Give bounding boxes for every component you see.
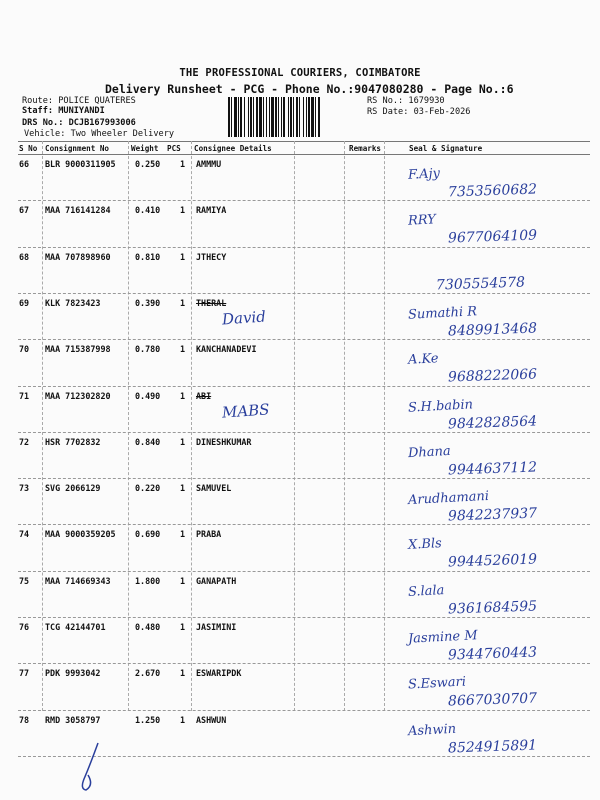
row-separator: [18, 478, 590, 479]
row-pcs: 1: [180, 436, 186, 447]
row-consignee: DINESHKUMAR: [196, 436, 252, 447]
row-consignee: JTHECY: [196, 251, 227, 262]
barcode-bar: [288, 97, 289, 137]
signature-name: S.H.babin: [407, 396, 474, 416]
row-pcs: 1: [180, 714, 186, 725]
row-separator: [18, 524, 590, 525]
header-top-rule: [18, 141, 590, 142]
col-pcs: PCS: [167, 144, 181, 153]
row-consignee: PRABA: [196, 529, 222, 540]
row-sno: 66: [19, 159, 30, 169]
col-weight: Weight: [131, 144, 159, 153]
signature-phone: 9944637112: [447, 459, 538, 479]
barcode-bar: [259, 97, 262, 137]
signature-phone: 7353560682: [447, 181, 538, 201]
barcode-bar: [248, 97, 249, 137]
barcode-bar: [311, 97, 314, 137]
pen-mark: [60, 735, 120, 795]
barcode-bar: [228, 97, 230, 137]
row-separator: [18, 386, 590, 387]
barcode-bar: [278, 97, 279, 137]
barcode-bar: [231, 97, 232, 137]
row-consignee: RAMIYA: [196, 205, 227, 216]
row-sno: 74: [19, 529, 30, 540]
staff-label: Staff: MUNIYANDI: [22, 106, 105, 116]
rs-date: RS Date: 03-Feb-2026: [367, 107, 471, 117]
barcode-bar: [244, 97, 245, 137]
row-consignee: THERAL: [196, 297, 227, 308]
row-weight: 0.810: [135, 251, 161, 262]
row-sno: 78: [19, 714, 30, 725]
barcode-bar: [293, 97, 294, 137]
row-consignee: GANAPATH: [196, 575, 237, 586]
row-consignee: ESWARIPDK: [196, 668, 242, 679]
barcode-bar: [240, 97, 242, 137]
row-sno: 67: [19, 205, 30, 216]
row-consignment: PDK 9993042: [45, 668, 101, 679]
row-sno: 77: [19, 668, 30, 679]
row-separator: [18, 663, 590, 664]
divider: [128, 141, 129, 711]
row-weight: 1.800: [135, 575, 161, 586]
barcode-bar: [283, 97, 285, 137]
signature-name: A.Ke: [407, 351, 439, 368]
runsheet-subtitle: Delivery Runsheet - PCG - Phone No.:9047080280 - Page No.:6: [105, 82, 514, 96]
signature-phone: 9842828564: [447, 412, 538, 433]
row-consignment: MAA 714669343: [45, 575, 111, 586]
barcode-bar: [271, 97, 274, 137]
col-sno: S No: [19, 144, 38, 153]
row-weight: 0.250: [135, 159, 161, 169]
barcode-bar: [256, 97, 258, 137]
row-pcs: 1: [180, 622, 186, 632]
barcode-bar: [253, 97, 254, 137]
barcode-bar: [234, 97, 237, 137]
divider: [384, 141, 385, 711]
signature-name: X.Bls: [407, 536, 443, 554]
row-weight: 1.250: [135, 714, 161, 725]
handwritten-name: MABS: [221, 399, 271, 422]
signature-phone: 9361684595: [447, 598, 538, 618]
barcode-bar: [263, 97, 264, 137]
barcode-bar: [315, 97, 316, 137]
row-weight: 0.480: [135, 622, 161, 632]
col-signature: Seal & Signature: [409, 144, 483, 153]
signature-phone: 9944526019: [447, 551, 538, 571]
row-pcs: 1: [180, 297, 186, 308]
handwritten-name: David: [221, 307, 267, 329]
barcode-bar: [266, 97, 267, 137]
row-pcs: 1: [180, 390, 186, 401]
row-consignment: MAA 716141284: [45, 205, 111, 216]
row-separator: [18, 339, 590, 340]
row-consignee: AMMMU: [196, 159, 222, 169]
barcode-bar: [238, 97, 239, 137]
row-consignment: BLR 9000311905: [45, 159, 116, 169]
vehicle-label: Vehicle: Two Wheeler Delivery: [24, 129, 175, 139]
divider: [344, 141, 345, 711]
signature-phone: 8489913468: [447, 320, 538, 340]
signature-phone: 9677064109: [447, 227, 538, 247]
row-pcs: 1: [180, 205, 186, 216]
signature-phone: 7305554578: [435, 274, 526, 294]
row-consignee: KANCHANADEVI: [196, 344, 257, 355]
row-consignment: MAA 715387998: [45, 344, 111, 355]
divider: [191, 141, 192, 711]
signature-name: S.lala: [407, 582, 445, 600]
row-sno: 68: [19, 251, 30, 262]
row-weight: 0.390: [135, 297, 161, 308]
row-pcs: 1: [180, 344, 186, 355]
signature-name: Sumathi R: [407, 304, 478, 323]
row-weight: 0.490: [135, 390, 161, 401]
row-consignment: HSR 7702832: [45, 436, 101, 447]
row-consignment: SVG 2066129: [45, 483, 101, 494]
row-weight: 0.690: [135, 529, 161, 540]
row-consignment: MAA 712302820: [45, 390, 111, 401]
row-consignment: RMD 3058797: [45, 714, 101, 725]
row-consignee: SAMUVEL: [196, 483, 232, 494]
barcode-bar: [306, 97, 307, 137]
row-consignee: ABI: [196, 390, 212, 401]
drs-number: DRS No.: DCJB167993006: [22, 118, 136, 128]
row-pcs: 1: [180, 159, 186, 169]
header-bottom-rule: [18, 154, 590, 155]
row-consignment: MAA 9000359205: [45, 529, 116, 540]
signature-name: Jasmine M: [407, 628, 478, 647]
row-pcs: 1: [180, 251, 186, 262]
row-sno: 73: [19, 483, 30, 494]
row-consignee: ASHWUN: [196, 714, 227, 725]
col-consignment: Consignment No: [45, 144, 110, 153]
signature-name: S.Eswari: [407, 674, 467, 693]
row-sno: 72: [19, 436, 30, 447]
row-sno: 71: [19, 390, 30, 401]
row-consignment: MAA 707898960: [45, 251, 111, 262]
row-weight: 0.220: [135, 483, 161, 494]
row-weight: 0.780: [135, 344, 161, 355]
rs-number: RS No.: 1679930: [367, 96, 445, 106]
signature-name: Arudhamani: [407, 488, 490, 509]
col-remarks: Remarks: [349, 144, 382, 153]
barcode-bar: [318, 97, 320, 137]
barcode-bar: [290, 97, 292, 137]
row-pcs: 1: [180, 668, 186, 679]
signature-name: Ashwin: [407, 721, 457, 739]
row-sno: 75: [19, 575, 30, 586]
divider: [294, 141, 295, 711]
row-sno: 69: [19, 297, 30, 308]
row-sno: 76: [19, 622, 30, 632]
row-consignee: JASIMINI: [196, 622, 237, 632]
row-separator: [18, 432, 590, 433]
company-title: THE PROFESSIONAL COURIERS, COIMBATORE: [179, 67, 421, 79]
row-separator: [18, 571, 590, 572]
row-weight: 0.410: [135, 205, 161, 216]
row-weight: 0.840: [135, 436, 161, 447]
row-weight: 2.670: [135, 668, 161, 679]
barcode-bar: [299, 97, 300, 137]
signature-name: F.Ajy: [407, 166, 441, 183]
row-pcs: 1: [180, 483, 186, 494]
signature-phone: 8667030707: [447, 690, 538, 710]
row-separator: [18, 617, 590, 618]
signature-phone: 9842237937: [447, 505, 538, 525]
row-sno: 70: [19, 344, 30, 355]
barcode: [226, 96, 366, 138]
barcode-bar: [281, 97, 282, 137]
row-separator: [18, 200, 590, 201]
barcode-bar: [269, 97, 270, 137]
row-separator: [18, 247, 590, 248]
barcode-bar: [250, 97, 252, 137]
barcode-bar: [303, 97, 304, 137]
signature-phone: 9344760443: [447, 644, 538, 664]
row-consignment: KLK 7823423: [45, 297, 101, 308]
row-pcs: 1: [180, 575, 186, 586]
row-separator: [18, 293, 590, 294]
signature-name: Dhana: [407, 443, 452, 461]
signature-phone: 8524915891: [447, 737, 538, 757]
route-label: Route: POLICE QUATERES: [22, 96, 136, 106]
barcode-bar: [308, 97, 310, 137]
signature-name: RRY: [407, 212, 437, 230]
row-consignment: TCG 42144701: [45, 622, 106, 632]
row-pcs: 1: [180, 529, 186, 540]
divider: [42, 141, 43, 711]
signature-phone: 9688222066: [447, 366, 538, 386]
col-consignee: Consignee Details: [194, 144, 272, 153]
barcode-bar: [275, 97, 277, 137]
barcode-bar: [296, 97, 298, 137]
row-separator: [18, 710, 590, 711]
